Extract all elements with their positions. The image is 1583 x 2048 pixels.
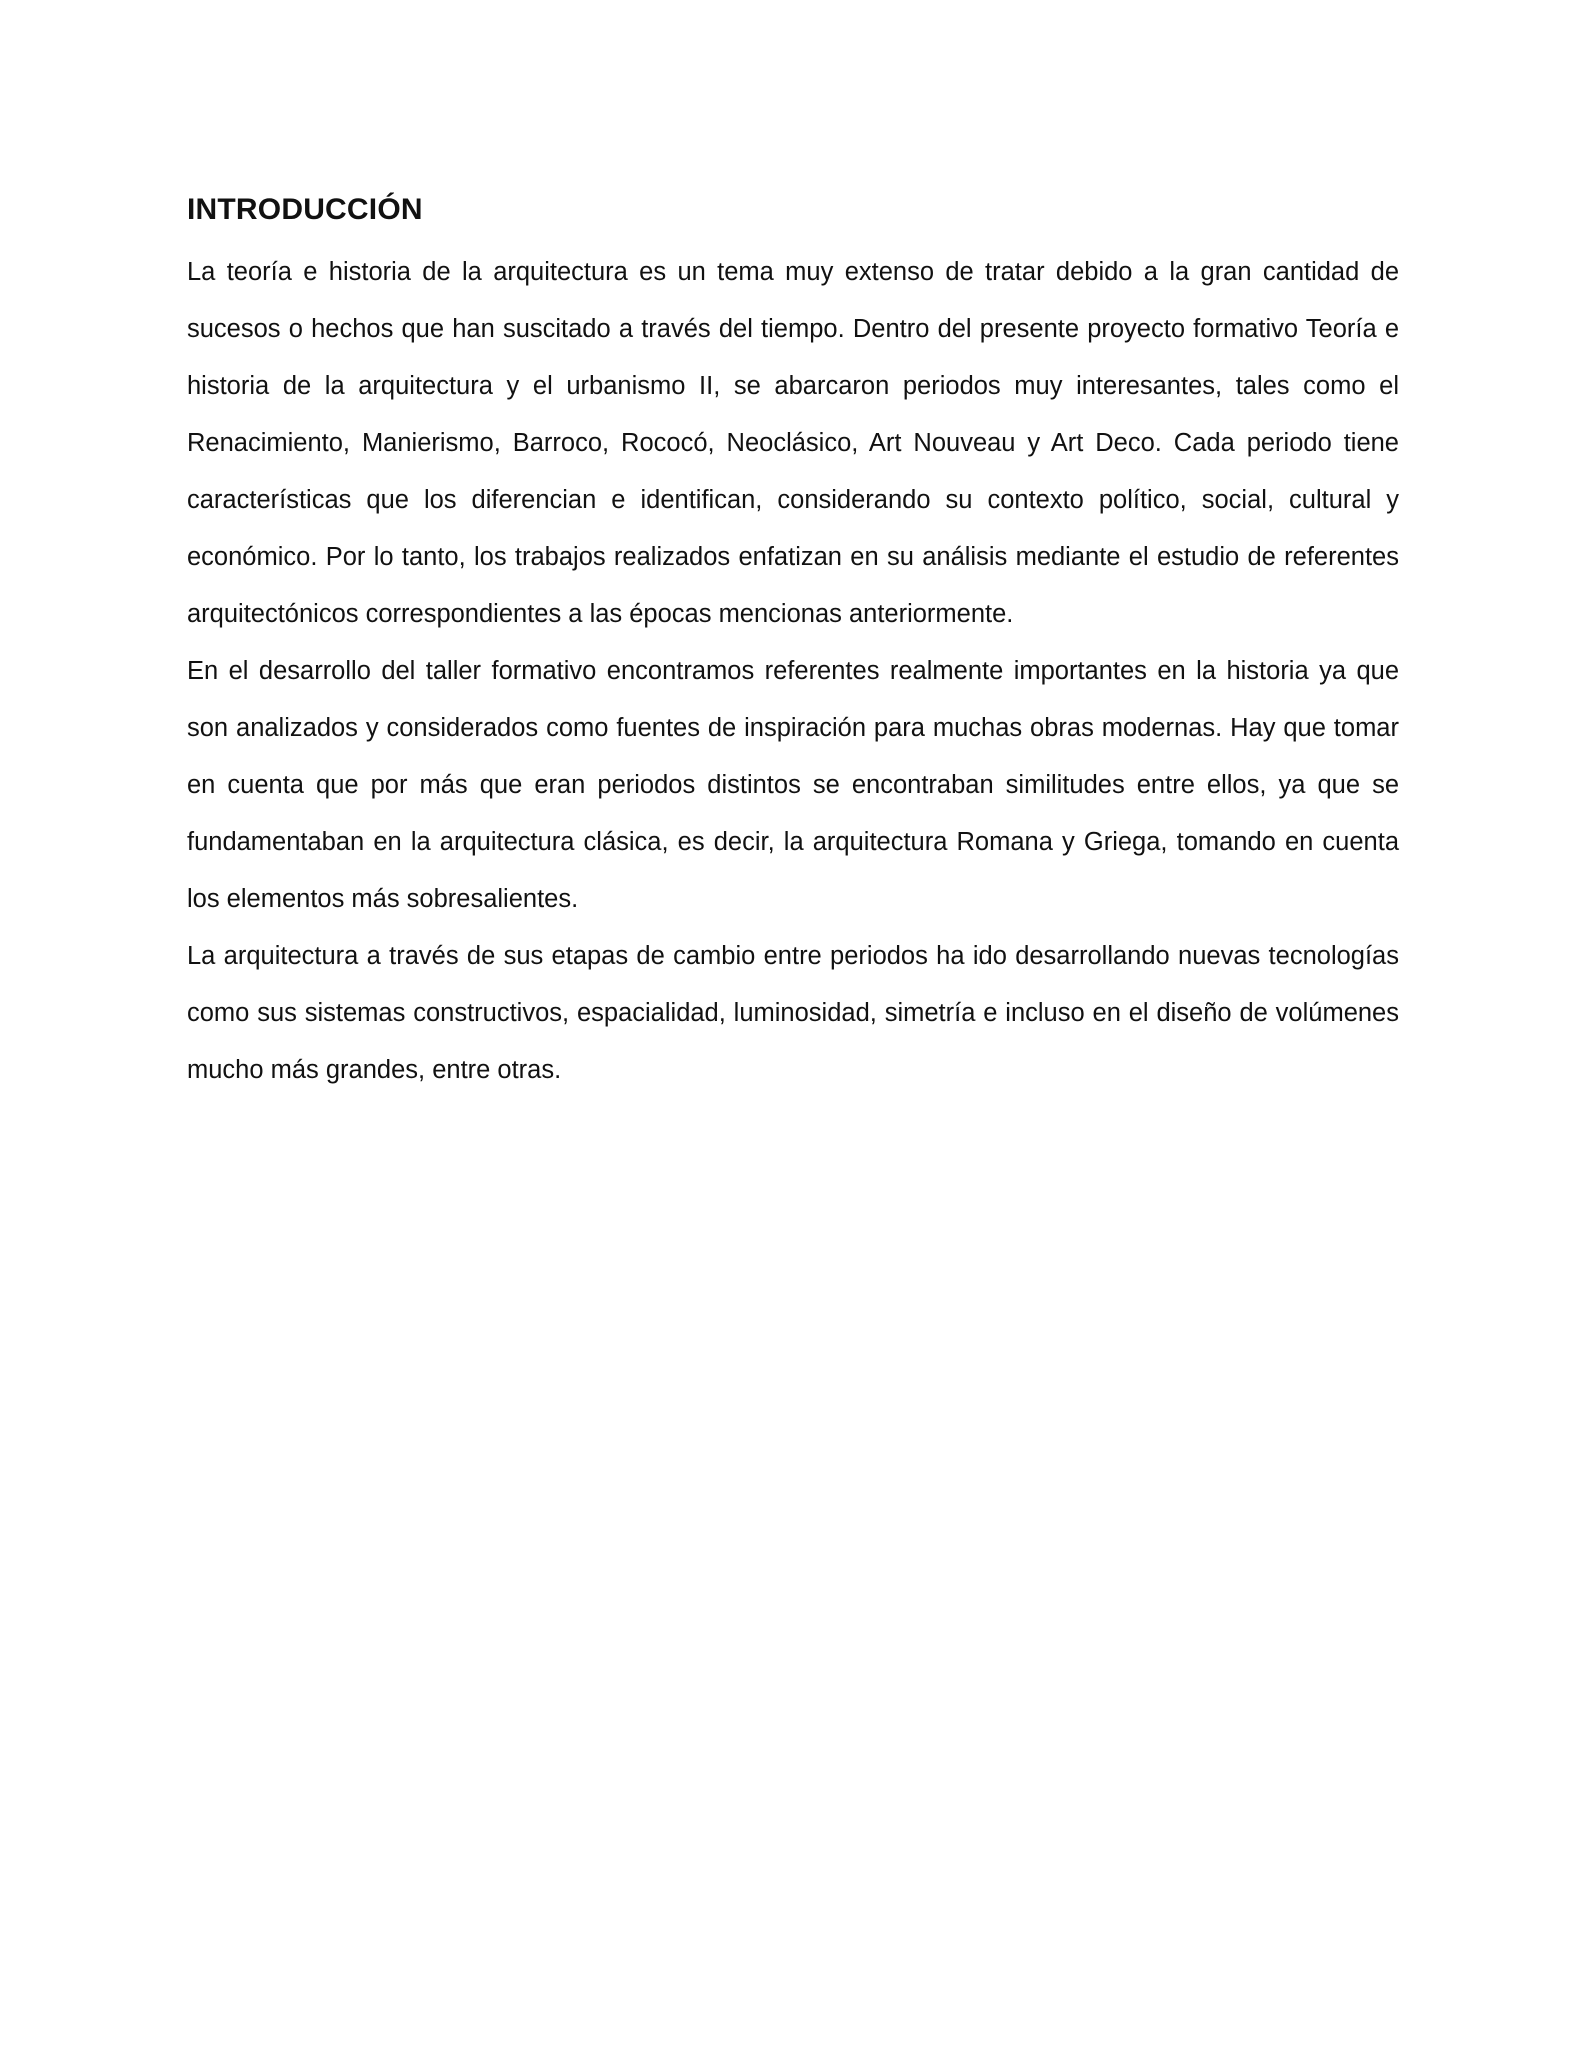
paragraph-1: La teoría e historia de la arquitectura es un tema muy extenso de tratar debido a la gran cantidad de sucesos o hechos que han suscitado a través del tiempo. Dentro del presente proyecto formativo Teoría e historia de la arquitectura y el urbanismo II, se abarcaron periodos muy interesantes, tales como el Renacimiento, Manierismo, Barroco, Rococó, Neoclásico, Art Nouveau y Art Deco. Cada periodo tiene características que los diferencian e identifican, considerando su contexto político, social, cultural y económico. Por lo tanto, los trabajos realizados enfatizan en su análisis mediante el estudio de referentes arquitectónicos correspondientes a las épocas mencionas anteriormente. [187, 258, 1399, 628]
paragraph-3: La arquitectura a través de sus etapas de cambio entre periodos ha ido desarrollando nuevas tecnologías como sus sistemas constructivos, espacialidad, luminosidad, simetría e incluso en el diseño de volúmenes mucho más grandes, entre otras. [187, 942, 1399, 1084]
paragraph-2: En el desarrollo del taller formativo encontramos referentes realmente importantes en la historia ya que son analizados y considerados como fuentes de inspiración para muchas obras modernas. Hay que tomar en cuenta que por más que eran periodos distintos se encontraban similitudes entre ellos, ya que se fundamentaban en la arquitectura clásica, es decir, la arquitectura Romana y Griega, tomando en cuenta los elementos más sobresalientes. [187, 657, 1399, 913]
document-body [187, 186, 1399, 1099]
section-heading: INTRODUCCIÓN [187, 193, 423, 226]
